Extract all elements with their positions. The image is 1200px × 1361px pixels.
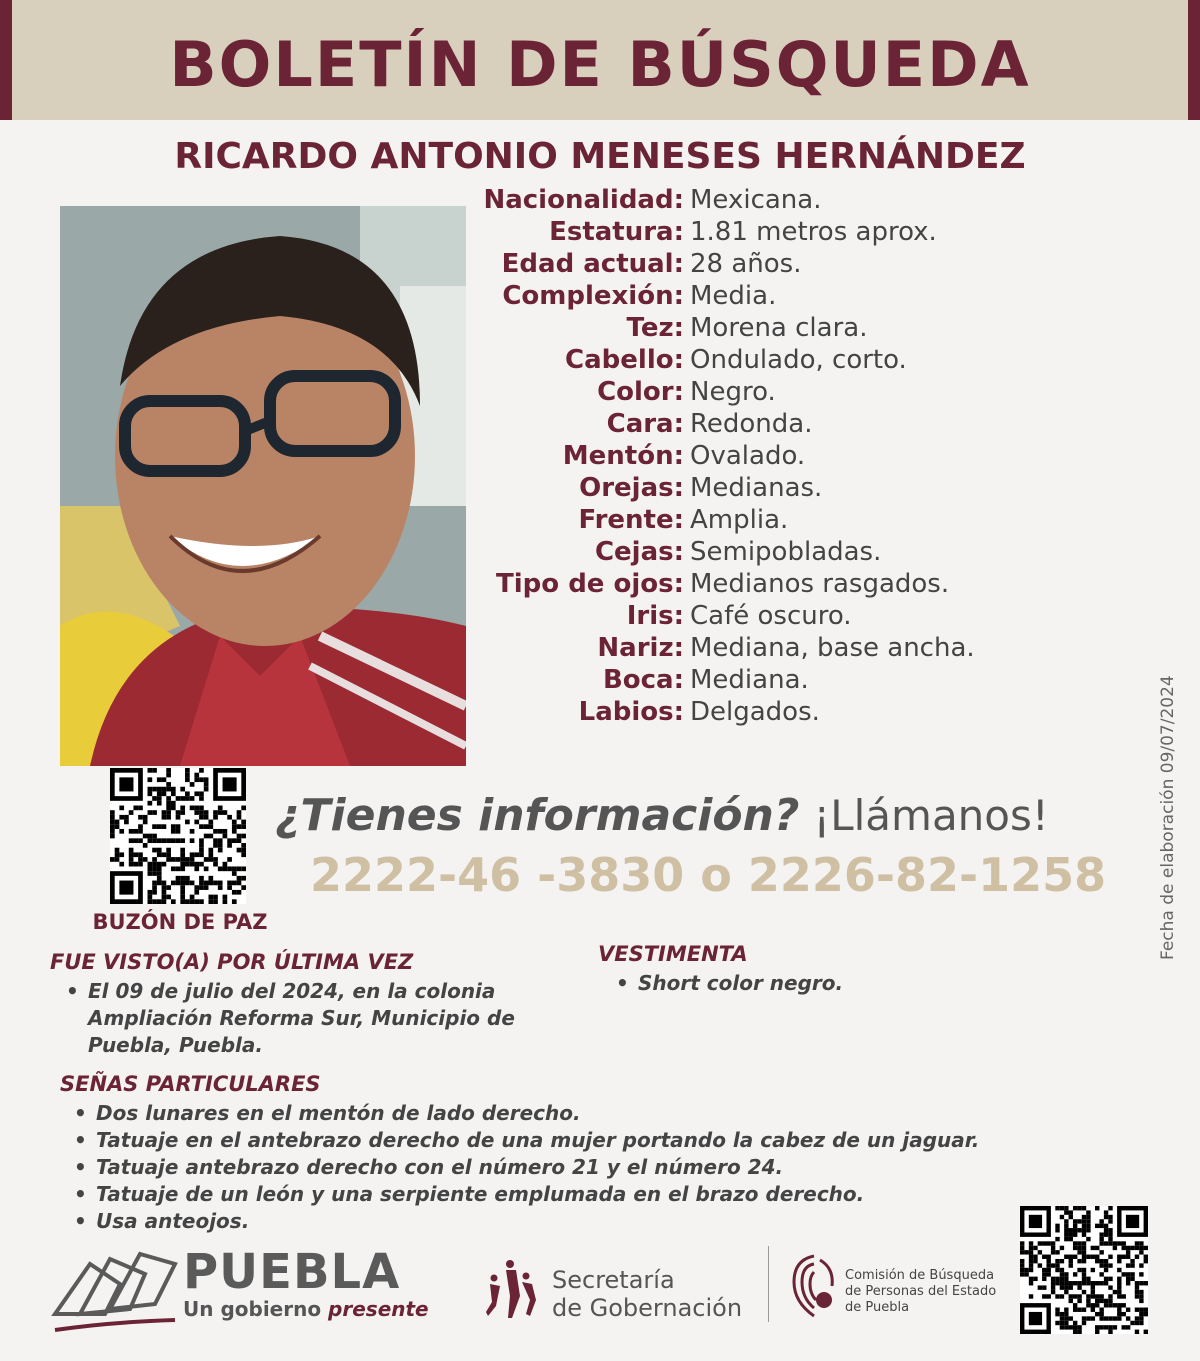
attribute-label: Boca: bbox=[602, 665, 684, 695]
attribute-row bbox=[470, 376, 1070, 408]
attribute-value: Medianos rasgados. bbox=[690, 569, 950, 599]
comision-logo-icon bbox=[786, 1252, 842, 1320]
attribute-row bbox=[470, 536, 1070, 568]
attribute-label: Color: bbox=[597, 377, 684, 407]
attributes-list bbox=[470, 184, 1070, 728]
segob-logo-icon bbox=[480, 1256, 544, 1320]
attribute-row bbox=[470, 344, 1070, 376]
buzon-label: BUZÓN DE PAZ bbox=[92, 910, 268, 934]
attribute-value: Negro. bbox=[690, 377, 776, 407]
date-note: Fecha de elaboración 09/07/2024 bbox=[1158, 675, 1178, 960]
attribute-value: Redonda. bbox=[690, 409, 813, 439]
attribute-value: Amplia. bbox=[690, 505, 789, 535]
attribute-row bbox=[470, 504, 1070, 536]
attribute-row bbox=[470, 184, 1070, 216]
person-photo bbox=[60, 206, 466, 766]
attribute-row bbox=[470, 248, 1070, 280]
marks-list bbox=[70, 1100, 1070, 1235]
attribute-value: Café oscuro. bbox=[690, 601, 852, 631]
tagline-part-a: Un gobierno bbox=[183, 1297, 329, 1321]
comision-line-3: de Puebla bbox=[845, 1300, 910, 1315]
puebla-wordmark: PUEBLA bbox=[183, 1244, 401, 1300]
puebla-tagline bbox=[183, 1297, 429, 1321]
attribute-label: Cabello: bbox=[565, 345, 684, 375]
list-item: • Tatuaje de un león y una serpiente emplumada en el brazo derecho. bbox=[70, 1181, 1070, 1208]
phone-numbers[interactable]: 2222-46 -3830 o 2226-82-1258 bbox=[310, 848, 1107, 902]
attribute-row bbox=[470, 696, 1070, 728]
attribute-row bbox=[470, 440, 1070, 472]
list-item: • Tatuaje antebrazo derecho con el número 21 y el número 24. bbox=[70, 1154, 1070, 1181]
attribute-row bbox=[470, 312, 1070, 344]
footer-divider bbox=[768, 1246, 769, 1322]
attribute-value: 1.81 metros aprox. bbox=[690, 217, 937, 247]
attribute-value: Delgados. bbox=[690, 697, 820, 727]
list-item: • Dos lunares en el mentón de lado derecho. bbox=[70, 1100, 1070, 1127]
attribute-row bbox=[470, 408, 1070, 440]
attribute-label: Nariz: bbox=[597, 633, 684, 663]
attribute-row bbox=[470, 600, 1070, 632]
attribute-row bbox=[470, 664, 1070, 696]
attribute-label: Iris: bbox=[626, 601, 684, 631]
attribute-row bbox=[470, 632, 1070, 664]
list-item: • Short color negro. bbox=[612, 970, 1132, 997]
attribute-label: Complexión: bbox=[502, 281, 684, 311]
attribute-label: Tez: bbox=[626, 313, 684, 343]
puebla-logo-icon bbox=[50, 1244, 180, 1334]
attribute-label: Orejas: bbox=[579, 473, 684, 503]
segob-text bbox=[552, 1266, 742, 1322]
attribute-value: Mediana. bbox=[690, 665, 809, 695]
last-seen-list bbox=[62, 978, 562, 1059]
clothing-list bbox=[612, 970, 1132, 997]
list-item: • Tatuaje en el antebrazo derecho de una mujer portando la cabez de un jaguar. bbox=[70, 1127, 1070, 1154]
bulletin-title: BOLETÍN DE BÚSQUEDA bbox=[169, 28, 1031, 101]
attribute-value: Ovalado. bbox=[690, 441, 806, 471]
attribute-label: Tipo de ojos: bbox=[496, 569, 684, 599]
marks-title: SEÑAS PARTICULARES bbox=[60, 1072, 321, 1096]
attribute-label: Edad actual: bbox=[501, 249, 684, 279]
attribute-label: Mentón: bbox=[562, 441, 684, 471]
list-item: • Usa anteojos. bbox=[70, 1208, 1070, 1235]
comision-line-2: de Personas del Estado bbox=[845, 1284, 997, 1299]
footer-qr-code[interactable] bbox=[1020, 1206, 1148, 1334]
attribute-row bbox=[470, 280, 1070, 312]
comision-line-1: Comisión de Búsqueda bbox=[845, 1268, 995, 1283]
tagline-part-b: presente bbox=[328, 1297, 429, 1321]
attribute-label: Labios: bbox=[578, 697, 684, 727]
attribute-value: Ondulado, corto. bbox=[690, 345, 907, 375]
attribute-value: Semipobladas. bbox=[690, 537, 882, 567]
attribute-label: Nacionalidad: bbox=[483, 185, 684, 215]
attribute-label: Frente: bbox=[578, 505, 684, 535]
info-question: ¿Tienes información? bbox=[275, 790, 800, 841]
person-name: RICARDO ANTONIO MENESES HERNÁNDEZ bbox=[174, 136, 1026, 177]
segob-line-2: de Gobernación bbox=[552, 1294, 743, 1322]
attribute-row bbox=[470, 216, 1070, 248]
attribute-value: Mexicana. bbox=[690, 185, 822, 215]
attribute-value: Media. bbox=[690, 281, 777, 311]
info-call: ¡Llámanos! bbox=[813, 791, 1049, 840]
list-item: • El 09 de julio del 2024, en la colonia Ampliación Reforma Sur, Municipio de Puebla, Puebla. bbox=[62, 978, 562, 1059]
attribute-label: Estatura: bbox=[549, 217, 684, 247]
attribute-row bbox=[470, 472, 1070, 504]
attribute-label: Cejas: bbox=[594, 537, 684, 567]
attribute-value: Medianas. bbox=[690, 473, 823, 503]
attribute-label: Cara: bbox=[606, 409, 684, 439]
attribute-value: Morena clara. bbox=[690, 313, 868, 343]
buzon-qr-code[interactable] bbox=[110, 768, 246, 904]
attribute-value: 28 años. bbox=[690, 249, 802, 279]
info-prompt bbox=[275, 790, 1155, 841]
attribute-row bbox=[470, 568, 1070, 600]
header-banner bbox=[0, 0, 1200, 120]
clothing-title: VESTIMENTA bbox=[598, 942, 748, 966]
last-seen-title: FUE VISTO(A) POR ÚLTIMA VEZ bbox=[50, 950, 414, 974]
attribute-value: Mediana, base ancha. bbox=[690, 633, 975, 663]
comision-text bbox=[845, 1268, 996, 1316]
segob-line-1: Secretaría bbox=[552, 1266, 675, 1294]
